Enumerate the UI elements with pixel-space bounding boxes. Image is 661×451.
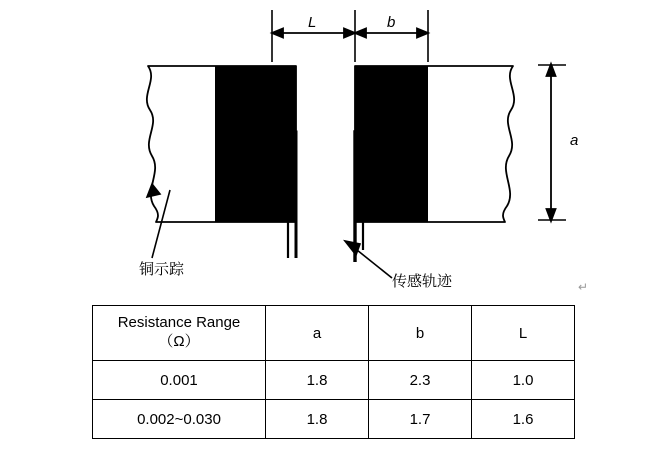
dimensions-table <box>92 305 575 439</box>
cell-range: 0.002~0.030 <box>93 400 266 439</box>
header-resistance-range-main: Resistance Range <box>117 314 241 332</box>
table-row <box>93 361 575 400</box>
paragraph-mark: ↵ <box>578 280 589 294</box>
cell-L: 1.6 <box>472 400 575 439</box>
dimension-label-a: a <box>570 132 579 149</box>
cell-b: 1.7 <box>369 400 472 439</box>
leader-sense-trace <box>345 241 392 278</box>
table-header-row <box>93 306 575 361</box>
table-row <box>93 400 575 439</box>
annotation-copper-trace: 铜示踪 <box>139 261 185 278</box>
cell-a: 1.8 <box>266 361 369 400</box>
cell-range: 0.001 <box>93 361 266 400</box>
dimension-label-L: L <box>308 14 317 31</box>
annotation-sense-trace: 传感轨迹 <box>392 273 453 290</box>
header-a: a <box>266 306 369 361</box>
right-pad <box>355 66 428 222</box>
header-resistance-range-unit: （Ω） <box>158 333 200 350</box>
cell-L: 1.0 <box>472 361 575 400</box>
header-L: L <box>472 306 575 361</box>
dimension-label-b: b <box>387 14 396 31</box>
header-resistance-range <box>93 306 266 361</box>
left-pad <box>215 66 296 222</box>
header-b: b <box>369 306 472 361</box>
cell-b: 2.3 <box>369 361 472 400</box>
dimension-arrow-a <box>538 64 566 221</box>
cell-a: 1.8 <box>266 400 369 439</box>
